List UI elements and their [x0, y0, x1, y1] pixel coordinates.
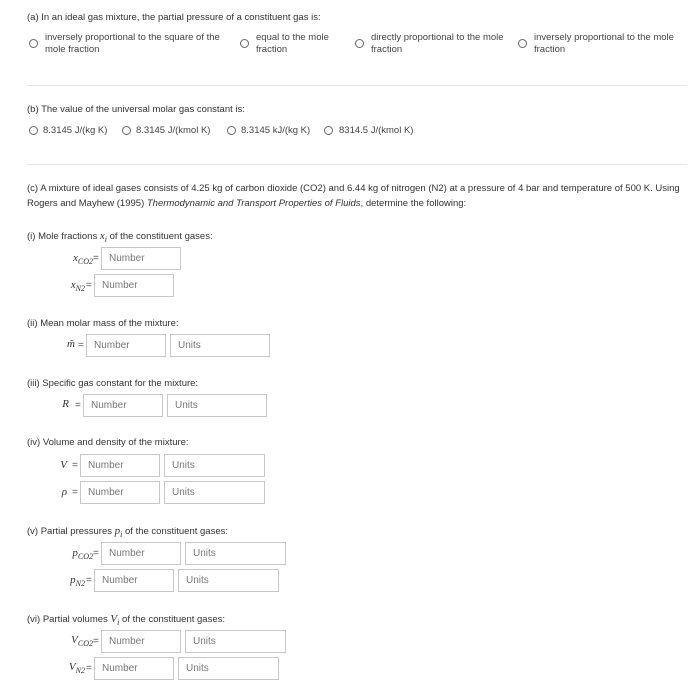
x-co2-label: $x_{CO2}$: [72, 252, 93, 267]
option-a-1-label: inversely proportional to the square of the mole fraction: [45, 32, 220, 55]
equals-sign: =: [86, 663, 92, 674]
divider: [27, 164, 687, 165]
equals-sign: =: [72, 460, 78, 471]
density-units-input[interactable]: Units: [164, 481, 265, 504]
equals-sign: =: [93, 548, 99, 559]
sub-iv-heading: (iv) Volume and density of the mixture:: [27, 437, 189, 448]
sub-v-symbol: $p_i$: [114, 525, 123, 540]
option-b-1-label: 8.3145 J/(kg K): [43, 125, 108, 136]
rho-label: ρ: [61, 486, 67, 498]
equals-sign: =: [86, 280, 92, 291]
v-co2-label: $V_{CO2}$: [71, 634, 93, 649]
sub-vi-label-post: of the constituent gases:: [119, 614, 226, 625]
equals-sign: =: [93, 636, 99, 647]
sub-i-label: (i) Mole fractions: [27, 231, 100, 242]
x-n2-label: $x_{N2}$: [70, 279, 85, 294]
question-c-text: [27, 181, 687, 211]
radio-b-option-2[interactable]: [122, 126, 131, 135]
sub-i-symbol: $x_i$: [99, 230, 107, 245]
equals-sign: =: [86, 575, 92, 586]
sub-ii-heading: (ii) Mean molar mass of the mixture:: [27, 318, 179, 329]
option-b-3-label: 8.3145 kJ/(kg K): [241, 125, 311, 136]
v-n2-units-input[interactable]: Units: [178, 657, 279, 680]
p-n2-units-input[interactable]: Units: [178, 569, 279, 592]
option-a-3-label: directly proportional to the mole fraction: [371, 32, 504, 55]
p-co2-number-input[interactable]: Number: [101, 542, 181, 565]
m-tilde-label: m̃: [67, 338, 75, 350]
question-c-line-2: [27, 196, 687, 211]
equals-sign: =: [75, 400, 81, 411]
x-n2-number-input[interactable]: Number: [94, 274, 174, 297]
radio-b-option-3[interactable]: [227, 126, 236, 135]
equals-sign: =: [72, 487, 78, 498]
sub-vi-label: (vi) Partial volumes: [27, 614, 111, 625]
sub-i-heading: [27, 230, 213, 244]
question-a-heading: (a) In an ideal gas mixture, the partial pressure of a constituent gas is:: [27, 12, 321, 23]
v-n2-label: $V_{N2}$: [68, 661, 85, 676]
sub-i-label-post: of the constituent gases:: [106, 231, 213, 242]
v-co2-number-input[interactable]: Number: [101, 630, 181, 653]
volume-number-input[interactable]: Number: [80, 454, 160, 477]
equals-sign: =: [78, 340, 84, 351]
p-co2-label: $p_{CO2}$: [72, 547, 93, 562]
sub-v-heading: [27, 525, 228, 539]
radio-a-option-1[interactable]: [29, 39, 38, 48]
radio-a-option-4[interactable]: [518, 39, 527, 48]
question-b-heading: (b) The value of the universal molar gas constant is:: [27, 104, 245, 115]
radio-b-option-1[interactable]: [29, 126, 38, 135]
sub-iii-heading: (iii) Specific gas constant for the mixture:: [27, 378, 199, 389]
p-co2-units-input[interactable]: Units: [185, 542, 286, 565]
sub-vi-heading: [27, 613, 225, 627]
question-c-line-1: (c) A mixture of ideal gases consists of 4.25 kg of carbon dioxide (CO2) and 6.44 kg of nitrogen (N2) at a pressure of 4 bar and temperature of 500 K. Using: [27, 183, 680, 194]
option-a-4-label: inversely proportional to the mole fraction: [534, 32, 674, 55]
radio-b-option-4[interactable]: [324, 126, 333, 135]
p-n2-number-input[interactable]: Number: [94, 569, 174, 592]
r-label: R: [62, 398, 69, 410]
option-b-2-label: 8.3145 J/(kmol K): [136, 125, 211, 136]
question-c-tail: , determine the following:: [360, 198, 467, 209]
radio-a-option-3[interactable]: [355, 39, 364, 48]
gas-constant-number-input[interactable]: Number: [83, 394, 163, 417]
density-number-input[interactable]: Number: [80, 481, 160, 504]
molar-mass-units-input[interactable]: Units: [170, 334, 270, 357]
question-c-ref: Rogers and Mayhew (1995): [27, 198, 147, 209]
sub-v-label-post: of the constituent gases:: [122, 526, 228, 537]
molar-mass-number-input[interactable]: Number: [86, 334, 166, 357]
sub-v-label: (v) Partial pressures: [27, 526, 115, 537]
v-n2-number-input[interactable]: Number: [94, 657, 174, 680]
option-b-4-label: 8314.5 J/(kmol K): [339, 125, 414, 136]
radio-a-option-2[interactable]: [240, 39, 249, 48]
x-co2-number-input[interactable]: Number: [101, 247, 181, 270]
v-co2-units-input[interactable]: Units: [185, 630, 286, 653]
equals-sign: =: [93, 253, 99, 264]
gas-constant-units-input[interactable]: Units: [167, 394, 267, 417]
divider: [27, 85, 687, 86]
question-c-book-title: Thermodynamic and Transport Properties of Fluids: [146, 198, 361, 209]
volume-units-input[interactable]: Units: [164, 454, 265, 477]
sub-vi-symbol: $V_i$: [110, 613, 120, 628]
option-a-2-label: equal to the mole fraction: [256, 32, 329, 55]
p-n2-label: $p_{N2}$: [70, 574, 85, 589]
v-label: V: [60, 459, 67, 471]
